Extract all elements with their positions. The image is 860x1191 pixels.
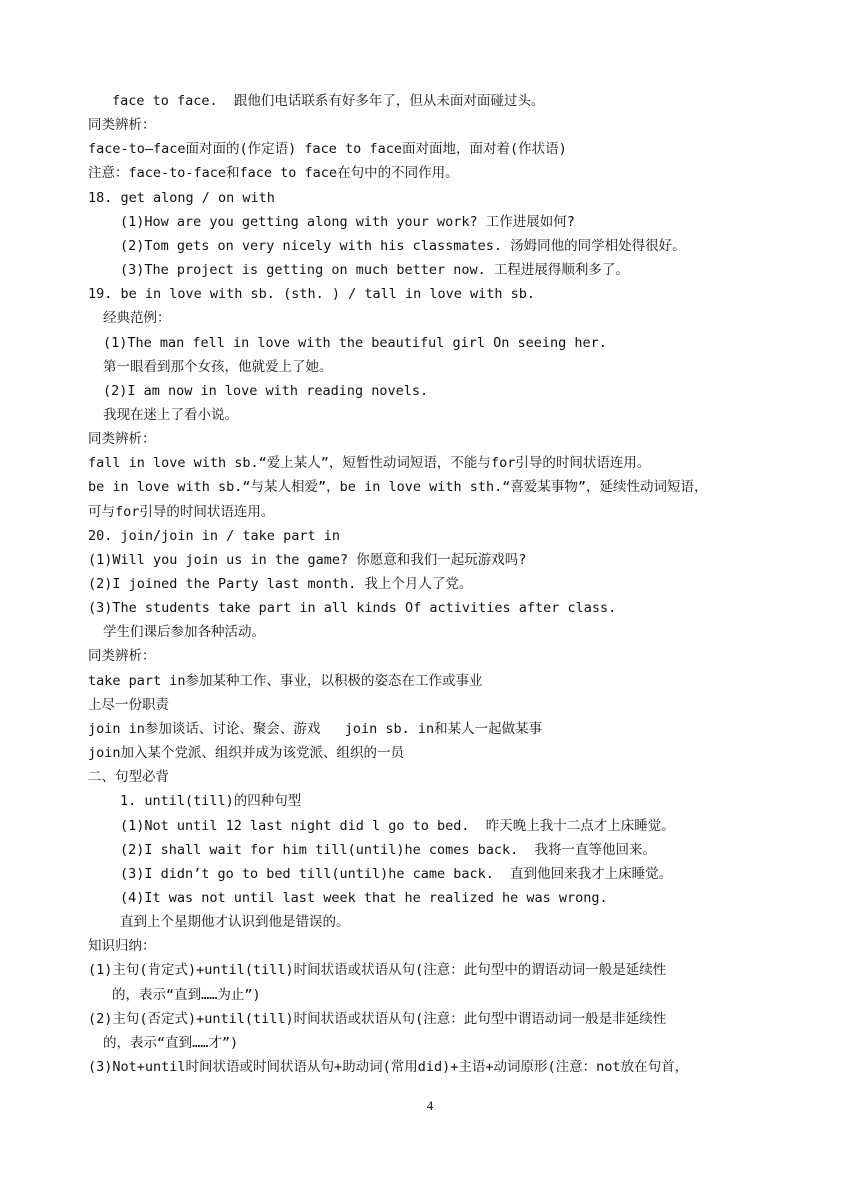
text-line: 经典范例：: [103, 310, 171, 327]
text-line: (2)I joined the Party last month. 我上个月人了党。: [88, 576, 473, 592]
text-line: 二、句型必背: [88, 769, 169, 786]
text-line: (2)I am now in love with reading novels.: [103, 382, 429, 399]
text-line: take part in参加某种工作、事业，以积极的姿态在工作或事业: [88, 672, 483, 689]
text-line: 同类辨析：: [88, 117, 156, 134]
text-line: (1)How are you getting along with your work? 工作进展如何?: [120, 213, 575, 230]
text-line: 上尽一份职责: [88, 696, 169, 713]
text-line: 直到上个星期他才认识到他是错误的。: [120, 914, 350, 931]
text-line: 我现在迷上了看小说。: [103, 406, 238, 423]
text-line: join加入某个党派、组织并成为该党派、组织的一员: [88, 745, 405, 762]
text-line: 的，表示“直到……为止”): [112, 986, 261, 1003]
text-line: 注意：face-to-face和face to face在句中的不同作用。: [88, 165, 459, 182]
text-line: 同类辨析：: [88, 431, 156, 448]
text-line: (1)The man fell in love with the beautiful girl On seeing her.: [103, 334, 607, 351]
text-line: (1)主句(肯定式)+until(till)时间状语或状语从句(注意：此句型中的谓语动词一般是延续性: [88, 962, 667, 979]
text-line: (1)Will you join us in the game? 你愿意和我们一起玩游戏吗?: [88, 551, 527, 568]
text-line: 同类辨析：: [88, 648, 156, 665]
text-line: 19. be in love with sb. (sth. ) / tall in love with sb.: [88, 286, 536, 303]
text-line: 的，表示“直到……才”): [103, 1034, 239, 1051]
text-line: 1. until(till)的四种句型: [120, 793, 302, 810]
text-line: 18. get along / on with: [88, 189, 275, 206]
text-line: (2)Tom gets on very nicely with his classmates. 汤姆同他的同学相处得很好。: [120, 237, 686, 254]
text-line: (3)The project is getting on much better now. 工程进展得顺利多了。: [120, 262, 629, 279]
text-line: join in参加谈话、讨论、聚会、游戏 join sb. in和某人一起做某事: [88, 720, 543, 737]
text-line: (3)I didn’t go to bed till(until)he came back. 直到他回来我才上床睡觉。: [120, 865, 673, 882]
text-line: 20. join/join in / take part in: [88, 527, 340, 544]
text-line: (4)It was not until last week that he realized he was wrong.: [120, 889, 608, 906]
text-line: (3)Not+until时间状语或时间状语从句+助动词(常用did)+主语+动词原形(注意：not放在句首，: [88, 1059, 689, 1075]
page-number: 4: [426, 1098, 434, 1113]
text-line: 知识归纳：: [88, 938, 156, 955]
text-line: face to face. 跟他们电话联系有好多年了，但从未面对面碰过头。: [112, 93, 545, 109]
text-line: (2)主句(否定式)+until(till)时间状语或状语从句(注意：此句型中谓语动词一般是非延续性: [88, 1010, 667, 1027]
text-line: (1)Not until 12 last night did l go to bed. 昨天晚上我十二点才上床睡觉。: [120, 817, 675, 834]
text-line: fall in love with sb.“爱上某人”，短暂性动词短语，不能与for引导的时间状语连用。: [88, 455, 651, 472]
text-line: 学生们课后参加各种活动。: [103, 624, 265, 641]
text-line: be in love with sb.“与某人相爱”，be in love with sth.“喜爱某事物”，延续性动词短语，: [88, 479, 708, 496]
text-line: 可与for引导的时间状语连用。: [88, 503, 275, 520]
text-line: (3)The students take part in all kinds Of activities after class.: [88, 600, 617, 617]
text-line: 第一眼看到那个女孩，他就爱上了她。: [103, 358, 333, 375]
text-line: (2)I shall wait for him till(until)he comes back. 我将一直等他回来。: [120, 841, 657, 858]
text-line: face-to—face面对面的(作定语) face to face面对面地，面对着(作状语): [88, 141, 567, 158]
